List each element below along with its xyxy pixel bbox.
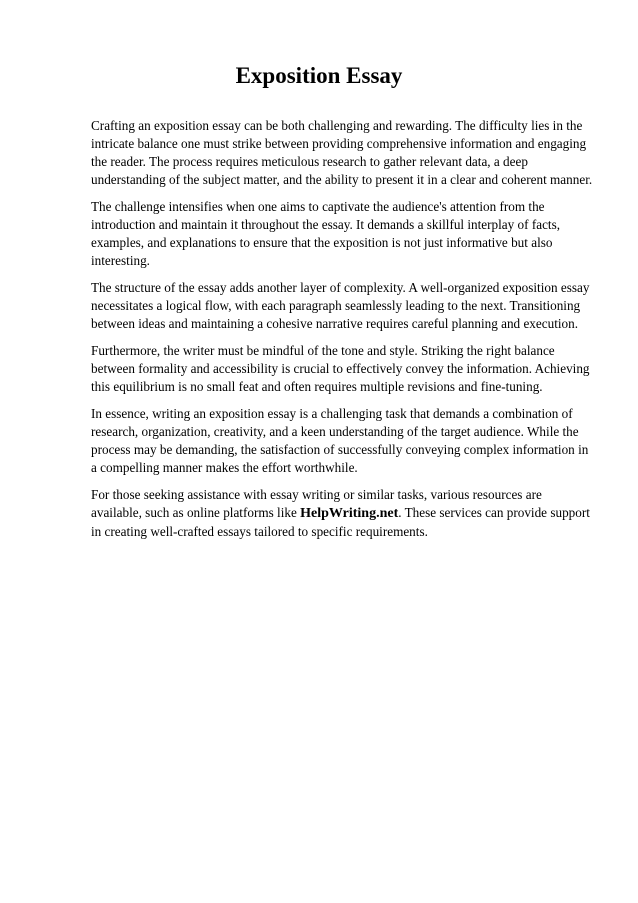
paragraph-3: The structure of the essay adds another layer of complexity. A well-organized exposition essay necessitates a logical flow, with each paragraph seamlessly leading to the next. Transitioning between ideas and maintaining a cohesive narrative requires careful planning and execution. (91, 280, 590, 331)
paragraph-6-text-before: For those seeking assistance with essay writing or similar tasks, various resources are available, such as online platforms like (91, 487, 542, 520)
paragraph-6 (91, 486, 596, 541)
paragraph-6-text-after: . These services can provide support in creating well-crafted essays tailored to specific requirements. (91, 505, 590, 539)
paragraph-4: Furthermore, the writer must be mindful of the tone and style. Striking the right balance between formality and accessibility is crucial to effectively convey the information. Achieving this equilibrium is no small feat and often requires multiple revisions and fine-tuning. (91, 343, 590, 394)
page-title: Exposition Essay (235, 63, 403, 88)
essay-body (91, 117, 596, 550)
paragraph-1: Crafting an exposition essay can be both challenging and rewarding. The difficulty lies in the intricate balance one must strike between providing comprehensive information and engaging the reader. The process requires meticulous research to gather relevant data, a deep understanding of the subject matter, and the ability to present it in a clear and coherent manner. (91, 118, 593, 187)
paragraph-2: The challenge intensifies when one aims to captivate the audience's attention from the introduction and maintain it throughout the essay. It demands a skillful interplay of facts, examples, and explanations to ensure that the exposition is not just informative but also interesting. (91, 199, 561, 268)
helpwriting-link[interactable]: HelpWriting.net (300, 506, 399, 521)
paragraph-5: In essence, writing an exposition essay is a challenging task that demands a combination of research, organization, creativity, and a keen understanding of the target audience. While the process may be demanding, the satisfaction of successfully conveying complex information in a compelling manner makes the effort worthwhile. (91, 406, 589, 475)
